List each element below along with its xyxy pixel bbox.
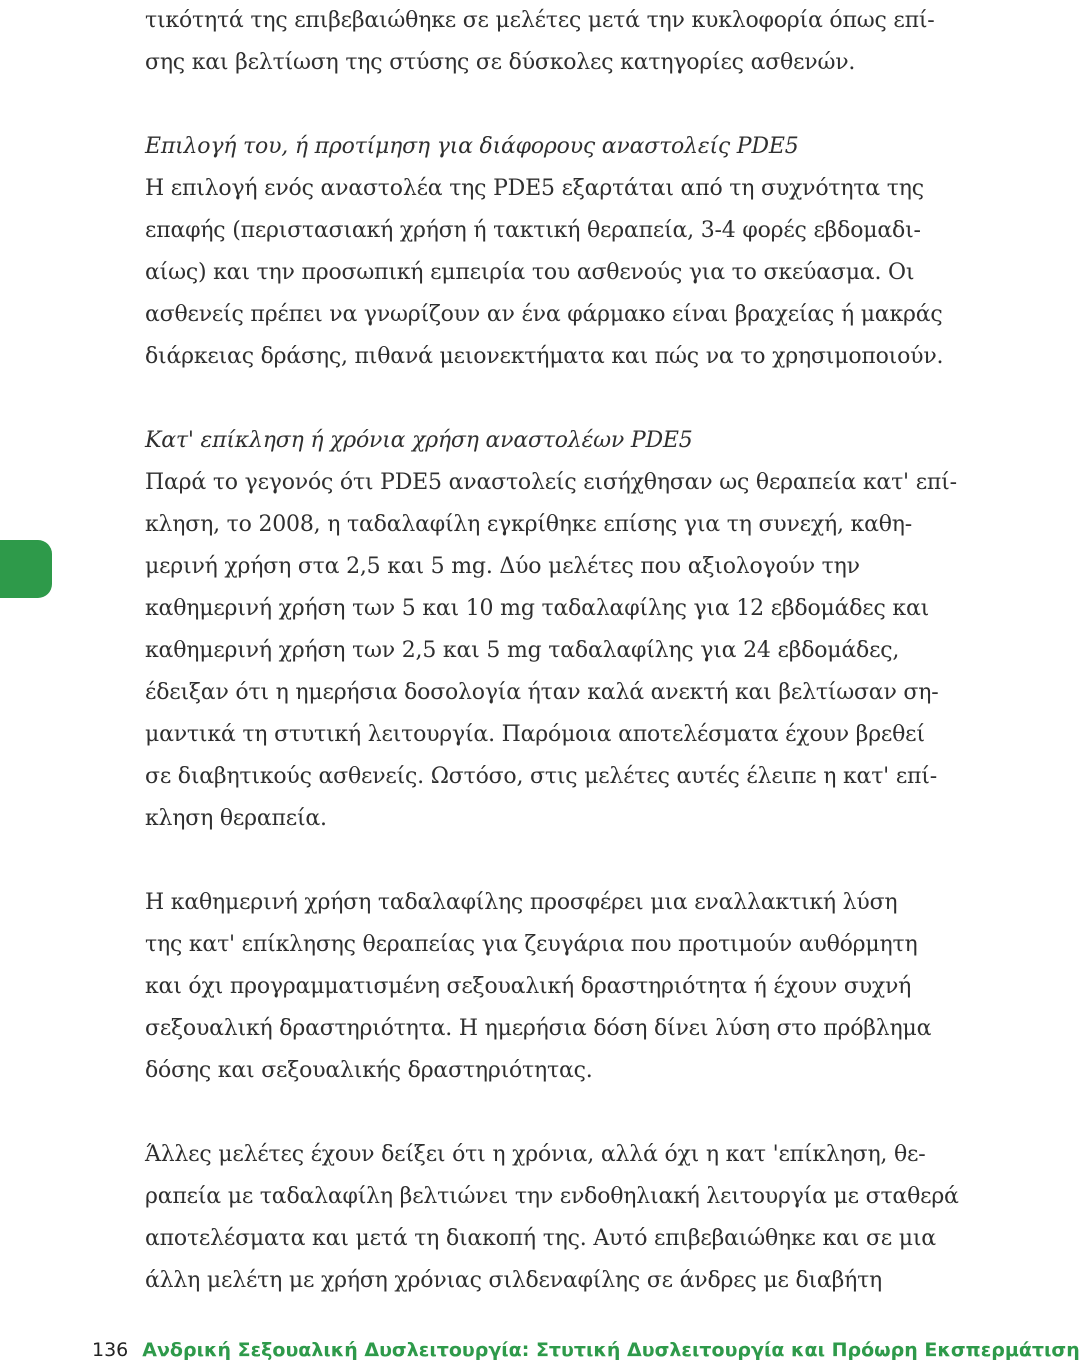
text-line: άλλη μελέτη με χρήση χρόνιας σιλδεναφίλης σε άνδρες με διαβήτη — [145, 1268, 883, 1293]
text-line: αίως) και την προσωπική εμπειρία του ασθενούς για το σκεύασμα. Οι — [145, 260, 915, 285]
text-line: σε διαβητικούς ασθενείς. Ωστόσο, στις μελέτες αυτές έλειπε η κατ' επί- — [145, 764, 937, 789]
text-line: επαφής (περιστασιακή χρήση ή τακτική θεραπεία, 3-4 φορές εβδομαδι- — [145, 218, 921, 243]
text-line: δόσης και σεξουαλικής δραστηριότητας. — [145, 1058, 593, 1083]
text-line: σεξουαλική δραστηριότητα. Η ημερήσια δόση δίνει λύση στο πρόβλημα — [145, 1016, 932, 1041]
text-line: ασθενείς πρέπει να γνωρίζουν αν ένα φάρμακο είναι βραχείας ή μακράς — [145, 302, 943, 327]
text-line: κληση θεραπεία. — [145, 806, 327, 831]
text-line: της κατ' επίκλησης θεραπείας για ζευγάρια που προτιμούν αυθόρμητη — [145, 932, 918, 957]
text-line: κληση, το 2008, η ταδαλαφίλη εγκρίθηκε επίσης για τη συνεχή, καθη- — [145, 512, 913, 537]
section-heading: Επιλογή του, ή προτίμηση για διάφορους αναστολείς PDE5 — [145, 134, 799, 159]
text-line: τικότητά της επιβεβαιώθηκε σε μελέτες μετά την κυκλοφορία όπως επί- — [145, 8, 935, 33]
running-title: Ανδρική Σεξουαλική Δυσλειτουργία: Στυτική Δυσλειτουργία και Πρόωρη Εκσπερμάτιση — [142, 1339, 1080, 1361]
text-line: σης και βελτίωση της στύσης σε δύσκολες κατηγορίες ασθενών. — [145, 50, 856, 75]
text-line: μερινή χρήση στα 2,5 και 5 mg. Δύο μελέτες που αξιολογούν την — [145, 554, 860, 579]
page-body — [145, 0, 959, 1302]
paragraph-daily-use — [145, 882, 945, 1092]
text-line: αποτελέσματα και μετά τη διακοπή της. Αυτό επιβεβαιώθηκε και σε μια — [145, 1226, 936, 1251]
page-number: 136 — [92, 1339, 129, 1361]
paragraph-continuation — [145, 0, 945, 84]
text-line: μαντικά τη στυτική λειτουργία. Παρόμοια αποτελέσματα έχουν βρεθεί — [145, 722, 925, 747]
page-footer — [92, 1336, 1080, 1364]
text-line: και όχι προγραμματισμένη σεξουαλική δραστηριότητα ή έχουν συχνή — [145, 974, 912, 999]
text-line: ραπεία με ταδαλαφίλη βελτιώνει την ενδοθηλιακή λειτουργία με σταθερά — [145, 1184, 959, 1209]
text-line: Παρά το γεγονός ότι PDE5 αναστολείς εισήχθησαν ως θεραπεία κατ' επί- — [145, 470, 957, 495]
text-line: καθημερινή χρήση των 2,5 και 5 mg ταδαλαφίλης για 24 εβδομάδες, — [145, 638, 900, 663]
text-line: Η καθημερινή χρήση ταδαλαφίλης προσφέρει μια εναλλακτική λύση — [145, 890, 898, 915]
text-line: έδειξαν ότι η ημερήσια δοσολογία ήταν καλά ανεκτή και βελτίωσαν ση- — [145, 680, 939, 705]
paragraph-other-studies — [145, 1134, 959, 1302]
section-on-demand-vs-chronic — [145, 420, 957, 840]
text-line: Άλλες μελέτες έχουν δείξει ότι η χρόνια, αλλά όχι η κατ 'επίκληση, θε- — [145, 1142, 926, 1167]
section-heading: Κατ' επίκληση ή χρόνια χρήση αναστολέων PDE5 — [145, 428, 693, 453]
text-line: Η επιλογή ενός αναστολέα της PDE5 εξαρτάται από τη συχνότητα της — [145, 176, 924, 201]
chapter-tab-marker — [0, 540, 52, 598]
text-line: καθημερινή χρήση των 5 και 10 mg ταδαλαφίλης για 12 εβδομάδες και — [145, 596, 930, 621]
text-line: διάρκειας δράσης, πιθανά μειονεκτήματα και πώς να το χρησιμοποιούν. — [145, 344, 944, 369]
section-pde5-choice — [145, 126, 945, 378]
